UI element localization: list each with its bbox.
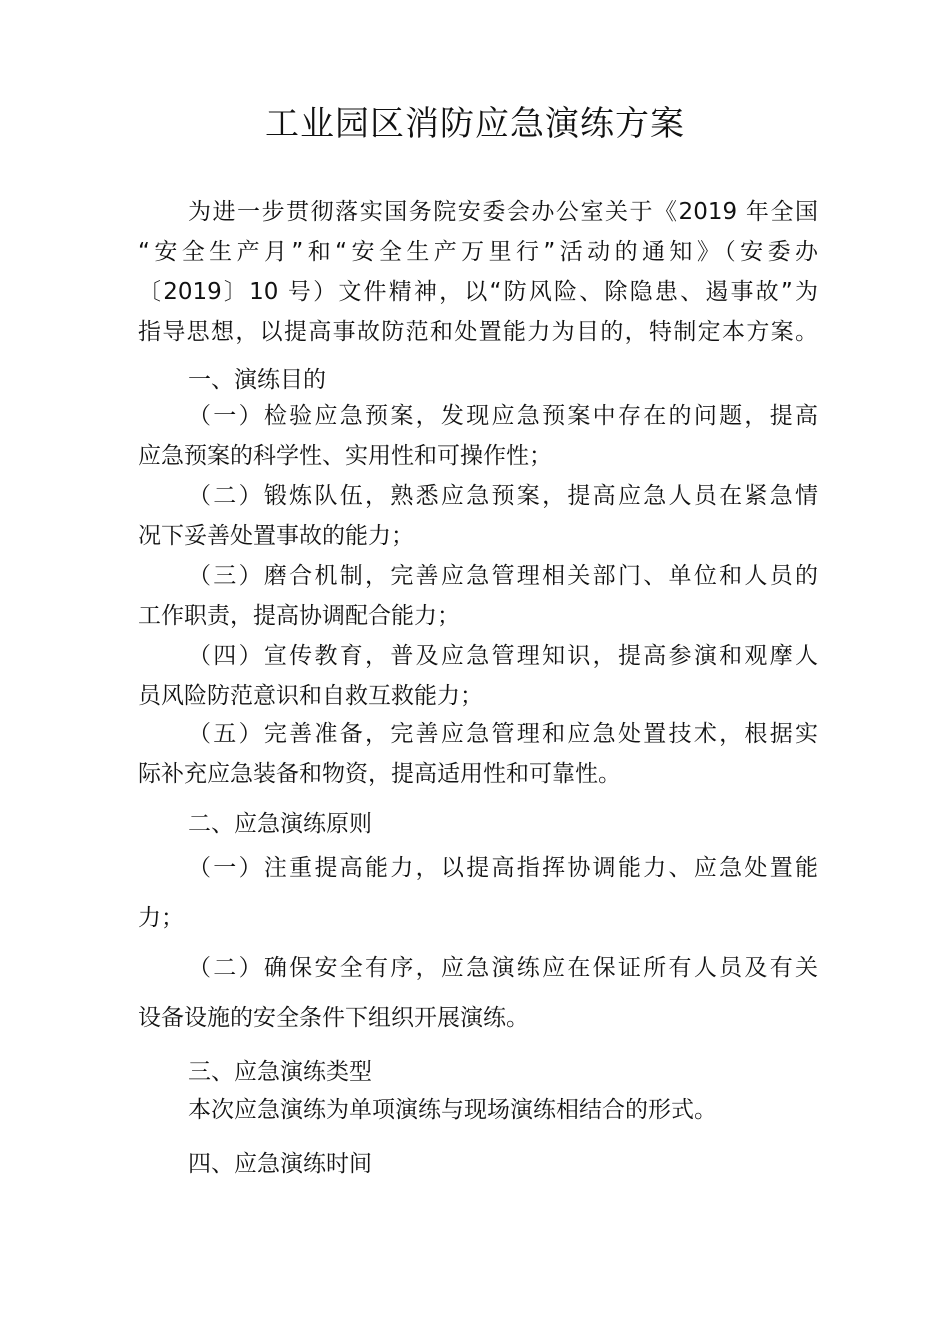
section-1-item-1-line-1: （一）检验应急预案，发现应急预案中存在的问题，提高 xyxy=(188,403,818,429)
section-1-item-1-line-2: 应急预案的科学性、实用性和可操作性； xyxy=(138,443,552,469)
section-1-item-5-line-1: （五）完善准备，完善应急管理和应急处置技术，根据实 xyxy=(188,721,818,747)
section-2-item-2-line-2: 设备设施的安全条件下组织开展演练。 xyxy=(138,1005,529,1031)
intro-line-3: 〔2019〕10 号）文件精神，以“防风险、除隐患、遏事故”为 xyxy=(138,279,818,305)
section-2-item-1-line-1: （一）注重提高能力，以提高指挥协调能力、应急处置能 xyxy=(188,855,818,881)
section-1-item-3-line-1: （三）磨合机制，完善应急管理相关部门、单位和人员的 xyxy=(188,563,818,589)
section-1-item-4-line-2: 员风险防范意识和自救互救能力； xyxy=(138,683,483,709)
section-1-item-4-line-1: （四）宣传教育，普及应急管理知识，提高参演和观摩人 xyxy=(188,643,818,669)
section-3-text: 本次应急演练为单项演练与现场演练相结合的形式。 xyxy=(188,1097,717,1123)
section-3-heading: 三、应急演练类型 xyxy=(188,1059,372,1085)
intro-line-1: 为进一步贯彻落实国务院安委会办公室关于《2019 年全国 xyxy=(188,199,818,225)
section-2-item-1-line-2: 力； xyxy=(138,905,184,931)
section-2-item-2-line-1: （二）确保安全有序，应急演练应在保证所有人员及有关 xyxy=(188,955,818,981)
section-1-item-2-line-2: 况下妥善处置事故的能力； xyxy=(138,523,414,549)
intro-line-2: “安全生产月”和“安全生产万里行”活动的通知》（安委办 xyxy=(138,239,818,265)
intro-line-4: 指导思想，以提高事故防范和处置能力为目的，特制定本方案。 xyxy=(138,319,818,345)
document-title: 工业园区消防应急演练方案 xyxy=(265,104,685,144)
section-2-heading: 二、应急演练原则 xyxy=(188,811,372,837)
section-4-heading: 四、应急演练时间 xyxy=(188,1151,372,1177)
section-1-item-2-line-1: （二）锻炼队伍，熟悉应急预案，提高应急人员在紧急情 xyxy=(188,483,818,509)
section-1-item-5-line-2: 际补充应急装备和物资，提高适用性和可靠性。 xyxy=(138,761,621,787)
section-1-heading: 一、演练目的 xyxy=(188,367,326,393)
section-1-item-3-line-2: 工作职责，提高协调配合能力； xyxy=(138,603,460,629)
